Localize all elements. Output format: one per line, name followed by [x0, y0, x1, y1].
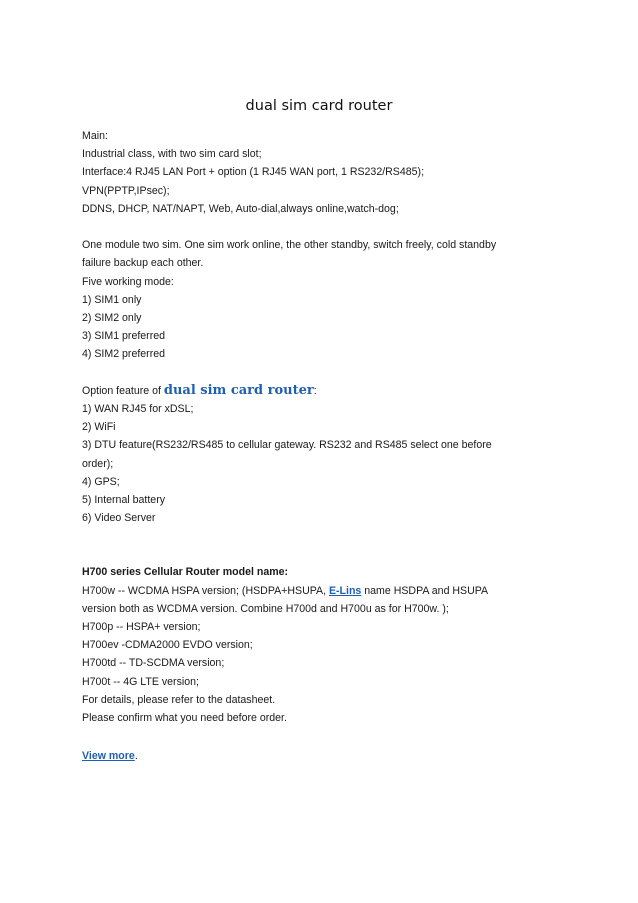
mode-item: 4) SIM2 preferred: [82, 348, 166, 361]
mode-item: 2) SIM2 only: [82, 312, 142, 325]
option-item: 5) Internal battery: [82, 494, 166, 507]
main-heading: Main:: [82, 130, 108, 142]
option-item: order);: [82, 457, 114, 470]
main-line: Interface:4 RJ45 LAN Port + option (1 RJ45 WAN port, 1 RS232/RS485);: [82, 166, 425, 179]
model-line: H700p -- HSPA+ version;: [82, 621, 201, 634]
model-line-prefix: H700w -- WCDMA HSPA version; (HSDPA+HSUPA,: [82, 584, 329, 597]
module-line: Five working mode:: [82, 275, 174, 288]
module-line: One module two sim. One sim work online, the other standby, switch freely, cold standby: [82, 239, 497, 252]
model-line: H700ev -CDMA2000 EVDO version;: [82, 639, 253, 652]
model-line: [82, 582, 542, 600]
page-title: dual sim card router: [245, 98, 393, 114]
model-line: For details, please refer to the datasheet.: [82, 693, 276, 706]
option-item: 3) DTU feature(RS232/RS485 to cellular gateway. RS232 and RS485 select one before: [82, 439, 492, 452]
document-body: [82, 127, 542, 765]
option-item: 1) WAN RJ45 for xDSL;: [82, 403, 194, 416]
spacer: [82, 364, 542, 382]
mode-item: 1) SIM1 only: [82, 293, 142, 306]
mode-item: 3) SIM1 preferred: [82, 330, 166, 343]
option-prefix: Option feature of: [82, 384, 164, 397]
main-line: VPN(PPTP,IPsec);: [82, 184, 170, 197]
main-line: DDNS, DHCP, NAT/NAPT, Web, Auto-dial,always online,watch-dog;: [82, 202, 399, 215]
elins-link[interactable]: E-Lins: [328, 584, 362, 597]
model-line: version both as WCDMA version. Combine H700d and H700u as for H700w. );: [82, 602, 449, 615]
option-item: 6) Video Server: [82, 512, 156, 525]
model-line-suffix: name HSDPA and HSUPA: [361, 584, 489, 597]
model-heading: H700 series Cellular Router model name:: [82, 566, 289, 579]
model-line: H700td -- TD-SCDMA version;: [82, 657, 225, 670]
option-suffix: :: [313, 384, 317, 397]
spacer: [82, 218, 542, 236]
spacer: [82, 727, 542, 747]
model-line: Please confirm what you need before order.: [82, 712, 287, 725]
view-more-suffix: .: [134, 750, 138, 763]
view-more-link[interactable]: View more: [82, 750, 135, 763]
view-more-line: [82, 747, 542, 765]
option-heading: [82, 382, 542, 400]
option-item: 4) GPS;: [82, 475, 120, 488]
option-highlight: dual sim card router: [163, 382, 314, 398]
option-item: 2) WiFi: [82, 421, 116, 434]
main-line: Industrial class, with two sim card slot;: [82, 148, 262, 161]
spacer: [82, 527, 542, 563]
module-line: failure backup each other.: [82, 257, 204, 270]
model-line: H700t -- 4G LTE version;: [82, 675, 199, 688]
